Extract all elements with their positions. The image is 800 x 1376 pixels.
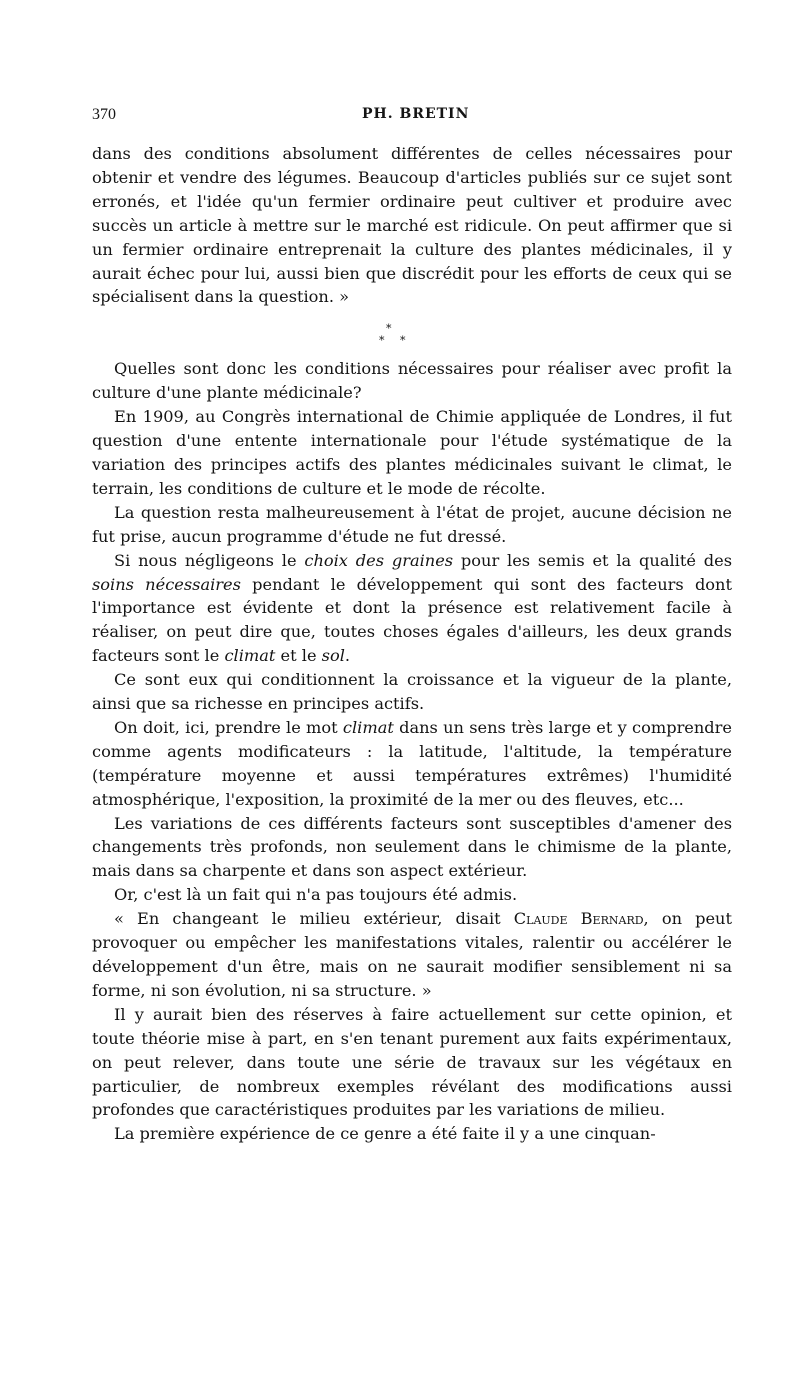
paragraph: [92, 549, 732, 669]
paragraph: En 1909, au Congrès international de Chimie appliquée de Londres, il fut question d'une entente internationale pour l'étude systématique de la variation des principes actifs des plantes médicinales suivant le climat, le terrain, les conditions de culture et le mode de récolte.: [92, 407, 732, 498]
italic-term: soins nécessaires: [92, 574, 241, 594]
text-run: pendant le développement qui sont des facteurs dont l'importance est évidente et dont la présence est relativement facile à réaliser, on peut dire que, toutes choses égales d'ailleurs, les deux grands facteurs sont le: [92, 574, 732, 666]
asterism-divider: [92, 309, 732, 357]
page-number: 370: [92, 106, 116, 123]
italic-term: sol: [321, 646, 345, 666]
italic-term: choix des graines: [304, 550, 454, 570]
paragraph: La première expérience de ce genre a été faite il y a une cinquan-: [114, 1124, 656, 1144]
italic-term: climat: [342, 717, 394, 737]
paragraph-quote-end: dans des conditions absolument différentes de celles nécessaires pour obtenir et vendre des légumes. Beaucoup d'articles publiés sur ce sujet sont erronés, et l'idée qu'un fermier ordinaire peut cultiver et produire avec succès un article à mettre sur le marché est ridicule. On peut affirmer que si un fermier ordinaire entreprenait la culture des plantes médicinales, il y aurait échec pour lui, aussi bien que discrédit pour les efforts de ceux qui se spécialisent dans la question. »: [92, 144, 732, 307]
paragraph: Quelles sont donc les conditions nécessaires pour réaliser avec profit la culture d'une plante médicinale?: [92, 359, 732, 403]
page-header: [92, 106, 732, 132]
running-head: PH. BRETIN: [362, 106, 470, 122]
text-run: et le: [275, 646, 322, 666]
paragraph: Ce sont eux qui conditionnent la croissance et la vigueur de la plante, ainsi que sa richesse en principes actifs.: [92, 670, 732, 714]
body-text: [92, 142, 732, 1146]
text-run: pour les semis et la qualité des: [453, 550, 732, 570]
text-run: .: [344, 646, 351, 666]
asterism-star-top: *: [386, 322, 392, 336]
paragraph: La question resta malheureusement à l'état de projet, aucune décision ne fut prise, aucun programme d'étude ne fut dressé.: [92, 502, 732, 546]
asterism-stars-bottom: * *: [379, 334, 412, 348]
text-run: Si nous négligeons le: [114, 550, 305, 570]
paragraph: Les variations de ces différents facteurs sont susceptibles d'amener des changements très profonds, non seulement dans le chimisme de la plante, mais dans sa charpente et dans son aspect extérieur.: [92, 813, 732, 881]
italic-term: climat: [224, 646, 276, 666]
paragraph: [92, 907, 732, 1003]
text-run: , on peut provoquer ou empêcher les manifestations vitales, ralentir ou accélérer le développement d'un être, mais on ne saurait modifier sensiblement ni sa forme, ni son évolution, ni sa structure. »: [92, 909, 732, 1000]
paragraph: Or, c'est là un fait qui n'a pas toujours été admis.: [114, 885, 518, 905]
author-name: Claude Bernard: [513, 909, 644, 929]
paragraph: [92, 716, 732, 812]
paragraph: Il y aurait bien des réserves à faire actuellement sur cette opinion, et toute théorie mise à part, en s'en tenant purement aux faits expérimentaux, on peut relever, dans toute une série de travaux sur les végétaux en particulier, de nombreux exemples révélant des modifications aussi profondes que caractéristiques produites par les variations de milieu.: [92, 1004, 732, 1120]
text-run: On doit, ici, prendre le mot: [114, 717, 343, 737]
text-run: dans un sens très large et y comprendre comme agents modificateurs : la latitude, l'altitude, la température (température moyenne et aussi températures extrêmes) l'humidité atmosphérique, l'exposition, la proximité de la mer ou des fleuves, etc...: [92, 717, 732, 809]
text-run: « En changeant le milieu extérieur, disait: [114, 909, 514, 929]
